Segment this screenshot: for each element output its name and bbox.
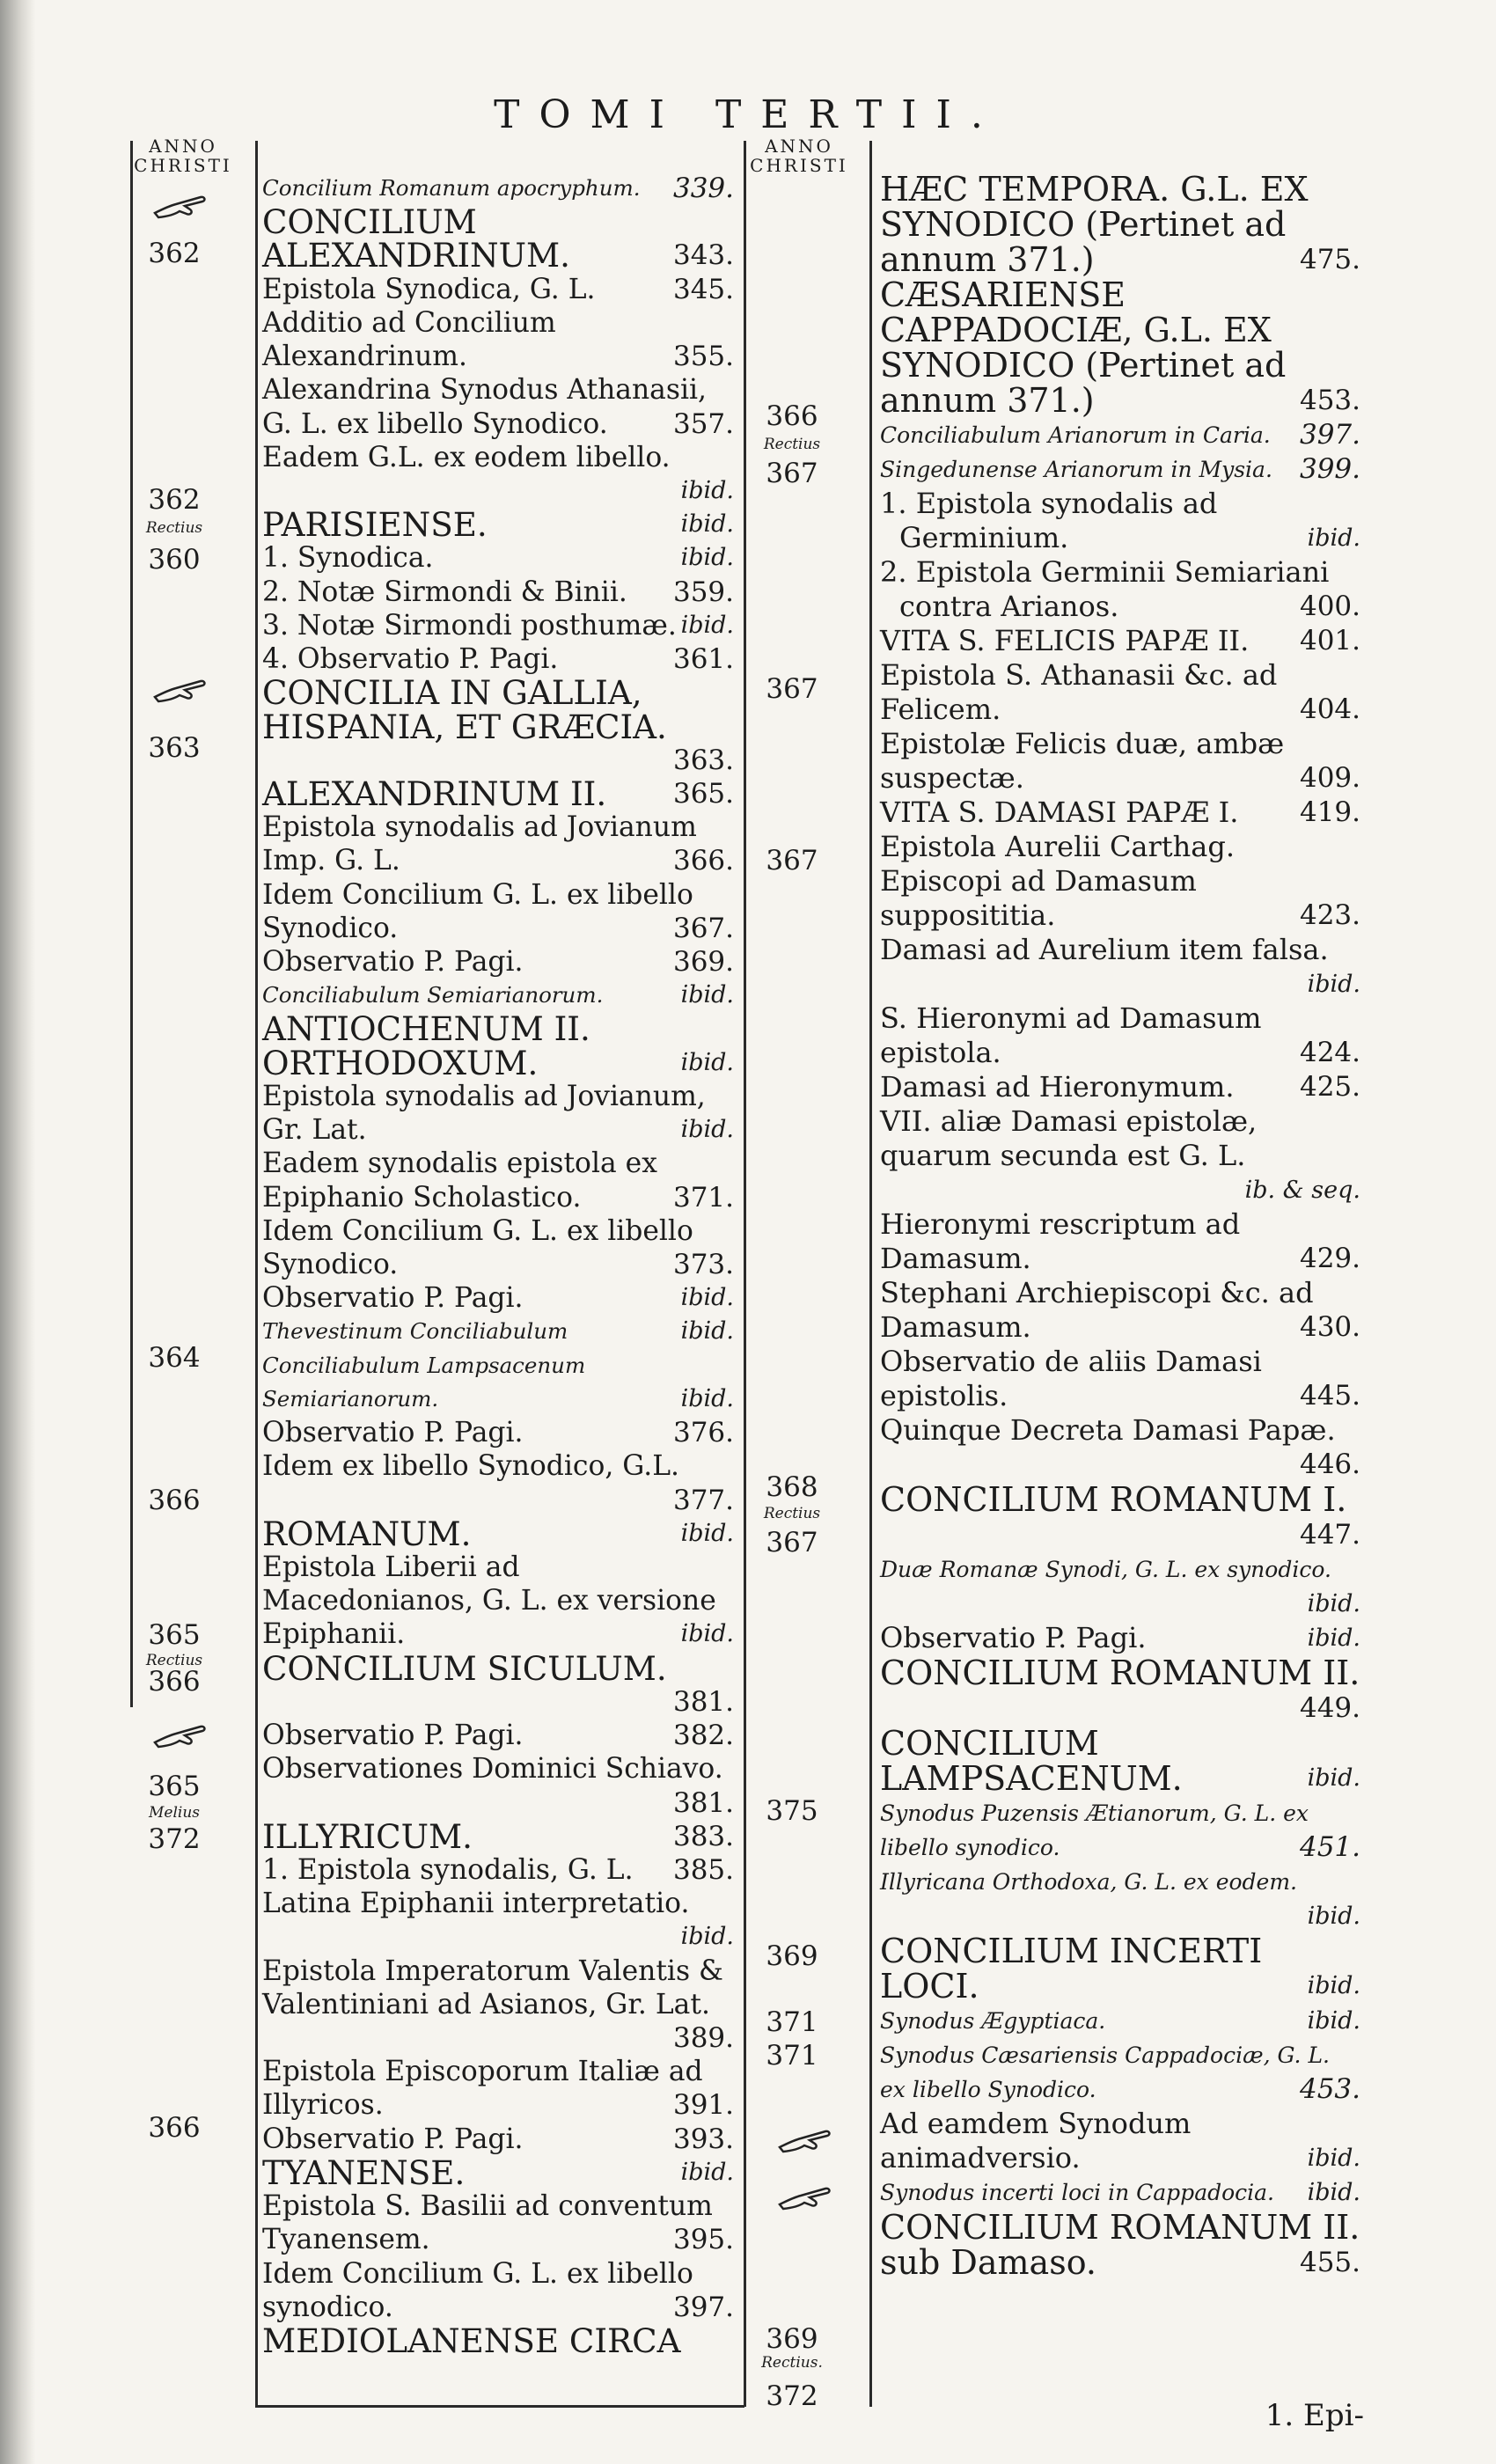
- entry-page-ref: ibid.: [680, 1384, 734, 1412]
- entry-page-ref: 389.: [672, 2022, 734, 2055]
- entry-page-ref: 475.: [1299, 244, 1360, 275]
- entry-title: ANTIOCHENUM II. ORTHODOXUM.: [262, 1009, 590, 1082]
- margin-year: 367: [766, 1527, 818, 1558]
- pointing-hand-icon: [150, 187, 211, 222]
- toc-entry: [880, 2175, 1360, 2210]
- entry-title: Stephani Archiepiscopi &c. ad Damasum.: [880, 1276, 1314, 1344]
- entry-title: Observationes Dominici Schiavo.: [262, 1753, 723, 1786]
- entry-title: Concilium Romanum apocryphum.: [262, 175, 641, 201]
- entry-title: Thevestinum Conciliabulum: [262, 1318, 568, 1345]
- entry-page-ref: 425.: [1299, 1071, 1360, 1103]
- toc-entry: [880, 2004, 1360, 2038]
- toc-entry: [880, 1482, 1360, 1552]
- entry-title: Conciliabulum Semiarianorum.: [262, 982, 604, 1008]
- toc-entry: [880, 1552, 1360, 1621]
- entry-title: TYANENSE.: [262, 2152, 466, 2192]
- toc-entry: [262, 1648, 734, 1719]
- entry-title: Quinque Decreta Damasi Papæ.: [880, 1413, 1336, 1447]
- entry-page-ref: 385.: [672, 1853, 734, 1886]
- entry-title: Synodus Puzensis Ætianorum, G. L. ex libello synodico.: [880, 1800, 1309, 1860]
- entry-page-ref: 343.: [672, 239, 734, 272]
- entry-title: VITA S. DAMASI PAPÆ I.: [880, 796, 1239, 829]
- entry-page-ref: ibid.: [680, 1620, 734, 1648]
- toc-entry: [262, 1853, 734, 1887]
- margin-year: 367: [766, 673, 818, 705]
- entry-title: Observatio de aliis Damasi epistolis.: [880, 1345, 1262, 1412]
- entry-title: Observatio P. Pagi.: [262, 946, 524, 979]
- pointing-hand-icon: [774, 2121, 836, 2156]
- entry-page-ref: 404.: [1299, 693, 1360, 725]
- column-rule: [130, 141, 133, 1707]
- toc-entry: [262, 609, 734, 642]
- entry-page-ref: 430.: [1299, 1311, 1360, 1343]
- entry-page-ref: 453.: [1299, 385, 1360, 416]
- anno-christi-header-right: ANNO CHRISTI: [750, 136, 848, 176]
- anno-christi-header-left: ANNO CHRISTI: [134, 136, 232, 176]
- entry-title: Observatio P. Pagi.: [262, 1720, 524, 1752]
- entry-title: Singedunense Arianorum in Mysia.: [880, 457, 1272, 482]
- margin-year: 367: [766, 458, 818, 489]
- toc-entry: [262, 1214, 734, 1281]
- toc-entry: [880, 624, 1360, 658]
- entry-page-ref: ibid.: [680, 476, 734, 504]
- toc-entry: [880, 277, 1360, 418]
- entry-page-ref: ibid.: [1307, 1624, 1360, 1652]
- entry-page-ref: 393.: [672, 2123, 734, 2155]
- toc-entry: [262, 1551, 734, 1652]
- margin-note: Rectius: [763, 436, 821, 453]
- entry-page-ref: 447.: [1299, 1519, 1360, 1551]
- toc-entry: [262, 1514, 734, 1553]
- entry-title: 2. Notæ Sirmondi & Binii.: [262, 576, 627, 608]
- toc-entry: [880, 1655, 1360, 1726]
- toc-entry: [880, 555, 1360, 624]
- entry-page-ref: ibid.: [1307, 2007, 1360, 2035]
- entry-title: CONCILIA IN GALLIA, HISPANIA, ET GRÆCIA.: [262, 673, 667, 746]
- entry-page-ref: 397.: [1299, 419, 1360, 451]
- toc-entry: [262, 441, 734, 508]
- toc-entry: [880, 418, 1360, 452]
- entry-page-ref: 449.: [1299, 1692, 1360, 1724]
- margin-year: 372: [148, 1823, 201, 1855]
- toc-entry: [262, 2321, 734, 2360]
- toc-entry: [262, 673, 734, 777]
- entry-title: Epistola Liberii ad Macedonianos, G. L. ex versione Epiphanii.: [262, 1551, 716, 1651]
- entry-page-ref: ibid.: [680, 2158, 734, 2186]
- entry-page-ref: 451.: [1299, 1831, 1360, 1863]
- entry-title: Epistola Aurelii Carthag. Episcopi ad Damasum supposititia.: [880, 830, 1235, 932]
- toc-entry: [262, 306, 734, 373]
- toc-entry: [880, 1104, 1360, 1207]
- entry-page-ref: ibid.: [1307, 1903, 1360, 1930]
- entry-page-ref: ibid.: [680, 611, 734, 639]
- page-edge-shadow: [0, 0, 35, 2464]
- entry-title: Observatio P. Pagi.: [880, 1621, 1147, 1654]
- entry-page-ref: 446.: [1299, 1448, 1360, 1480]
- column-rule: [255, 141, 258, 2407]
- toc-entry: [880, 1207, 1360, 1276]
- toc-entry: [262, 642, 734, 676]
- entry-title: Ad eamdem Synodum animadversio.: [880, 2107, 1192, 2174]
- entry-page-ref: 377.: [672, 1484, 734, 1516]
- toc-entry: [262, 1349, 734, 1416]
- entry-title: Epistola Synodica, G. L.: [262, 273, 596, 305]
- entry-page-ref: 355.: [672, 341, 734, 373]
- toc-entry: [880, 1933, 1360, 2004]
- toc-entry: [880, 1070, 1360, 1104]
- toc-entry: [880, 1001, 1360, 1070]
- entry-title: Epistola Episcoporum Italiæ ad Illyricos.: [262, 2056, 703, 2122]
- entry-page-ref: ibid.: [680, 510, 734, 539]
- entry-title: 1. Epistola synodalis, G. L.: [262, 1853, 634, 1886]
- entry-title: ALEXANDRINUM II.: [262, 774, 607, 813]
- entry-title: 1. Epistola synodalis ad Germinium.: [880, 487, 1218, 554]
- entry-page-ref: 367.: [672, 912, 734, 944]
- toc-entry: [880, 830, 1360, 933]
- entry-title: Observatio P. Pagi.: [262, 1417, 524, 1449]
- toc-entry: [262, 1281, 734, 1315]
- margin-year: 365: [148, 1771, 201, 1802]
- toc-entry: [262, 541, 734, 575]
- entry-title: PARISIENSE.: [262, 505, 488, 545]
- margin-note: Rectius: [145, 1652, 203, 1669]
- pointing-hand-icon: [150, 1716, 211, 1751]
- entry-page-ref: 397.: [672, 2291, 734, 2323]
- toc-entry: [880, 172, 1360, 277]
- entry-page-ref: 382.: [672, 1720, 734, 1752]
- entry-title: Illyricana Orthodoxa, G. L. ex eodem.: [880, 1869, 1297, 1895]
- entry-title: Epistola synodalis ad Jovianum Imp. G. L.: [262, 811, 697, 877]
- entry-page-ref: ibid.: [680, 544, 734, 572]
- toc-entry: [262, 945, 734, 979]
- entry-page-ref: 429.: [1299, 1243, 1360, 1274]
- margin-note: Rectius.: [761, 2354, 823, 2372]
- contents-list-right: [880, 172, 1360, 2280]
- entry-title: S. Hieronymi ad Damasum epistola.: [880, 1001, 1262, 1069]
- margin-year: 369: [766, 1940, 818, 1972]
- entry-title: MEDIOLANENSE CIRCA: [262, 2321, 681, 2360]
- entry-page-ref: ibid.: [680, 1923, 734, 1951]
- entry-title: VII. aliæ Damasi epistolæ, quarum secunda est G. L.: [880, 1104, 1258, 1172]
- entry-title: 1. Synodica.: [262, 542, 434, 575]
- toc-entry: [262, 172, 734, 205]
- entry-page-ref: 455.: [1299, 2247, 1360, 2278]
- entry-page-ref: 419.: [1299, 796, 1360, 828]
- toc-entry: [880, 1621, 1360, 1655]
- pointing-hand-icon: [150, 671, 211, 706]
- toc-entry: [262, 2055, 734, 2122]
- toc-entry: [262, 1009, 734, 1082]
- entry-page-ref: ibid.: [680, 1284, 734, 1312]
- margin-year: 372: [766, 2380, 818, 2412]
- toc-entry: [262, 979, 734, 1012]
- margin-year: 362: [148, 238, 201, 269]
- entry-title: Conciliabulum Lampsacenum Semiarianorum.: [262, 1352, 586, 1412]
- entry-title: CONCILIUM ALEXANDRINUM.: [262, 202, 570, 275]
- entry-title: Alexandrina Synodus Athanasii, G. L. ex libello Synodico.: [262, 374, 707, 440]
- entry-title: Duæ Romanæ Synodi, G. L. ex synodico.: [880, 1557, 1331, 1582]
- toc-entry: [880, 1413, 1360, 1482]
- entry-page-ref: 369.: [672, 946, 734, 979]
- entry-title: Idem Concilium G. L. ex libello Synodico.: [262, 878, 693, 944]
- margin-year: 366: [148, 1666, 201, 1698]
- toc-entry: [262, 1954, 734, 2056]
- entry-title: Epistola S. Basilii ad conventum Tyanensem.: [262, 2190, 713, 2256]
- entry-title: CÆSARIENSE CAPPADOCIÆ, G.L. EX SYNODICO (Pertinet ad annum 371.): [880, 275, 1287, 420]
- column-rule: [869, 141, 872, 2407]
- entry-page-ref: ibid.: [1307, 1764, 1360, 1792]
- toc-entry: [262, 774, 734, 813]
- entry-page-ref: 357.: [672, 407, 734, 440]
- entry-page-ref: ibid.: [1307, 1972, 1360, 1999]
- entry-page-ref: 399.: [1299, 453, 1360, 485]
- bottom-rule: [255, 2405, 744, 2408]
- entry-page-ref: ibid.: [1307, 971, 1360, 998]
- toc-entry: [880, 452, 1360, 487]
- margin-year: 367: [766, 845, 818, 876]
- contents-list-left: [262, 172, 734, 2358]
- toc-entry: [262, 1147, 734, 1214]
- entry-page-ref: 339.: [672, 172, 734, 204]
- toc-entry: [262, 1887, 734, 1954]
- toc-entry: [262, 2189, 734, 2256]
- entry-title: CONCILIUM INCERTI LOCI.: [880, 1932, 1263, 2006]
- toc-entry: [880, 2038, 1360, 2107]
- entry-page-ref: ibid.: [1307, 1590, 1360, 1617]
- entry-page-ref: 376.: [672, 1417, 734, 1449]
- entry-title: Latina Epiphanii interpretatio.: [262, 1888, 690, 1920]
- entry-title: Epistola S. Athanasii &c. ad Felicem.: [880, 658, 1278, 726]
- entry-title: Synodus Ægyptiaca.: [880, 2008, 1106, 2034]
- entry-page-ref: 453.: [1299, 2073, 1360, 2105]
- entry-title: ROMANUM.: [262, 1514, 472, 1553]
- entry-title: CONCILIUM LAMPSACENUM.: [880, 1724, 1183, 1798]
- toc-entry: [880, 933, 1360, 1001]
- entry-page-ref: 345.: [672, 273, 734, 305]
- margin-note: Rectius: [145, 519, 203, 537]
- margin-year: 363: [148, 732, 201, 764]
- entry-title: 4. Observatio P. Pagi.: [262, 643, 559, 676]
- toc-entry: [262, 1719, 734, 1752]
- toc-entry: [262, 1449, 734, 1516]
- entry-title: Idem Concilium G. L. ex libello synodico.: [262, 2257, 693, 2323]
- entry-page-ref: 423.: [1299, 899, 1360, 931]
- toc-entry: [262, 2123, 734, 2156]
- toc-entry: [262, 1315, 734, 1348]
- toc-entry: [262, 1416, 734, 1449]
- entry-title: Observatio P. Pagi.: [262, 2123, 524, 2155]
- margin-year: 375: [766, 1795, 818, 1827]
- margin-year: 366: [148, 1485, 201, 1516]
- catchword: 1. Epi-: [1265, 2398, 1364, 2433]
- margin-year: 360: [148, 544, 201, 576]
- entry-title: Observatio P. Pagi.: [262, 1282, 524, 1315]
- toc-entry: [262, 2152, 734, 2192]
- toc-entry: [262, 202, 734, 275]
- entry-page-ref: 363.: [672, 744, 734, 776]
- entry-title: Synodus incerti loci in Cappadocia.: [880, 2180, 1274, 2205]
- entry-page-ref: 381.: [672, 1786, 734, 1819]
- entry-page-ref: 424.: [1299, 1037, 1360, 1068]
- entry-page-ref: 409.: [1299, 762, 1360, 794]
- toc-entry: [880, 1276, 1360, 1345]
- margin-year: 371: [766, 2040, 818, 2072]
- entry-page-ref: 366.: [672, 845, 734, 877]
- entry-page-ref: 400.: [1299, 590, 1360, 622]
- margin-year: 366: [766, 400, 818, 432]
- margin-year: 369: [766, 2323, 818, 2355]
- toc-entry: [262, 273, 734, 306]
- entry-title: CONCILIUM ROMANUM II. sub Damaso.: [880, 2208, 1360, 2282]
- toc-entry: [880, 487, 1360, 555]
- entry-title: Idem Concilium G. L. ex libello Synodico.: [262, 1214, 693, 1280]
- toc-entry: [262, 2257, 734, 2324]
- entry-title: Eadem synodalis epistola ex Epiphanio Scholastico.: [262, 1148, 657, 1214]
- entry-page-ref: 391.: [672, 2089, 734, 2122]
- entry-title: 3. Notæ Sirmondi posthumæ.: [262, 609, 677, 642]
- toc-entry: [880, 796, 1360, 830]
- entry-title: CONCILIUM ROMANUM II.: [880, 1654, 1360, 1692]
- entry-page-ref: ibid.: [680, 1116, 734, 1144]
- toc-entry: [262, 810, 734, 877]
- margin-year: 365: [148, 1619, 201, 1651]
- entry-title: Additio ad Concilium Alexandrinum.: [262, 306, 556, 373]
- toc-entry: [880, 1796, 1360, 1865]
- entry-title: Idem ex libello Synodico, G.L.: [262, 1450, 679, 1483]
- toc-entry: [262, 878, 734, 945]
- toc-entry: [880, 2210, 1360, 2280]
- entry-title: Epistolæ Felicis duæ, ambæ suspectæ.: [880, 727, 1285, 795]
- entry-page-ref: 395.: [672, 2224, 734, 2256]
- entry-title: ILLYRICUM.: [262, 1816, 473, 1856]
- entry-page-ref: ibid.: [1307, 2179, 1360, 2206]
- margin-year: 362: [148, 484, 201, 516]
- entry-page-ref: ibid.: [1307, 524, 1360, 552]
- toc-entry: [880, 658, 1360, 727]
- toc-entry: [880, 1345, 1360, 1413]
- entry-page-ref: ibid.: [680, 1519, 734, 1547]
- entry-title: 2. Epistola Germinii Semiariani contra Arianos.: [880, 555, 1330, 623]
- toc-entry: [262, 1080, 734, 1147]
- entry-page-ref: ibid.: [680, 1048, 734, 1076]
- toc-entry: [880, 2107, 1360, 2175]
- entry-page-ref: ibid.: [680, 981, 734, 1009]
- margin-year: 368: [766, 1471, 818, 1503]
- entry-title: CONCILIUM ROMANUM I.: [880, 1480, 1347, 1519]
- entry-title: Damasi ad Aurelium item falsa.: [880, 933, 1329, 966]
- entry-title: Conciliabulum Arianorum in Caria.: [880, 422, 1271, 448]
- toc-entry: [262, 576, 734, 609]
- entry-page-ref: 365.: [672, 777, 734, 810]
- entry-page-ref: 359.: [672, 576, 734, 608]
- toc-entry: [262, 373, 734, 440]
- entry-title: VITA S. FELICIS PAPÆ II.: [880, 624, 1250, 657]
- entry-page-ref: 401.: [1299, 625, 1360, 656]
- margin-note: Melius: [148, 1804, 200, 1822]
- left-column: [262, 172, 734, 2358]
- entry-page-ref: 361.: [672, 643, 734, 676]
- toc-entry: [880, 727, 1360, 796]
- toc-entry: [880, 1865, 1360, 1933]
- toc-entry: [262, 505, 734, 545]
- entry-page-ref: ib. & seq.: [1244, 1177, 1360, 1204]
- entry-title: Epistola synodalis ad Jovianum, Gr. Lat.: [262, 1080, 706, 1147]
- entry-title: CONCILIUM SICULUM.: [262, 1648, 667, 1688]
- right-column: [880, 172, 1360, 2280]
- entry-title: HÆC TEMPORA. G.L. EX SYNODICO (Pertinet ad annum 371.): [880, 170, 1309, 279]
- entry-page-ref: ibid.: [680, 1317, 734, 1346]
- margin-note: Rectius: [763, 1505, 821, 1522]
- toc-entry: [262, 1752, 734, 1819]
- entry-title: Damasi ad Hieronymum.: [880, 1070, 1235, 1104]
- margin-year: 371: [766, 2006, 818, 2038]
- entry-page-ref: 371.: [672, 1181, 734, 1214]
- entry-page-ref: ibid.: [1307, 2145, 1360, 2172]
- pointing-hand-icon: [774, 2178, 836, 2213]
- entry-page-ref: 373.: [672, 1249, 734, 1280]
- entry-page-ref: 445.: [1299, 1380, 1360, 1412]
- margin-year: 364: [148, 1342, 201, 1374]
- entry-title: Synodus Cæsariensis Cappadociæ, G. L. ex libello Synodico.: [880, 2042, 1330, 2102]
- entry-title: Hieronymi rescriptum ad Damasum.: [880, 1207, 1241, 1275]
- toc-entry: [880, 1726, 1360, 1796]
- margin-year: 366: [148, 2112, 201, 2144]
- toc-entry: [262, 1816, 734, 1856]
- entry-title: Eadem G.L. ex eodem libello.: [262, 441, 671, 473]
- entry-page-ref: 383.: [672, 1820, 734, 1852]
- entry-page-ref: 381.: [672, 1685, 734, 1718]
- entry-title: Epistola Imperatorum Valentis & Valentiniani ad Asianos, Gr. Lat.: [262, 1954, 723, 2020]
- running-head: TOMI TERTII.: [494, 92, 1002, 137]
